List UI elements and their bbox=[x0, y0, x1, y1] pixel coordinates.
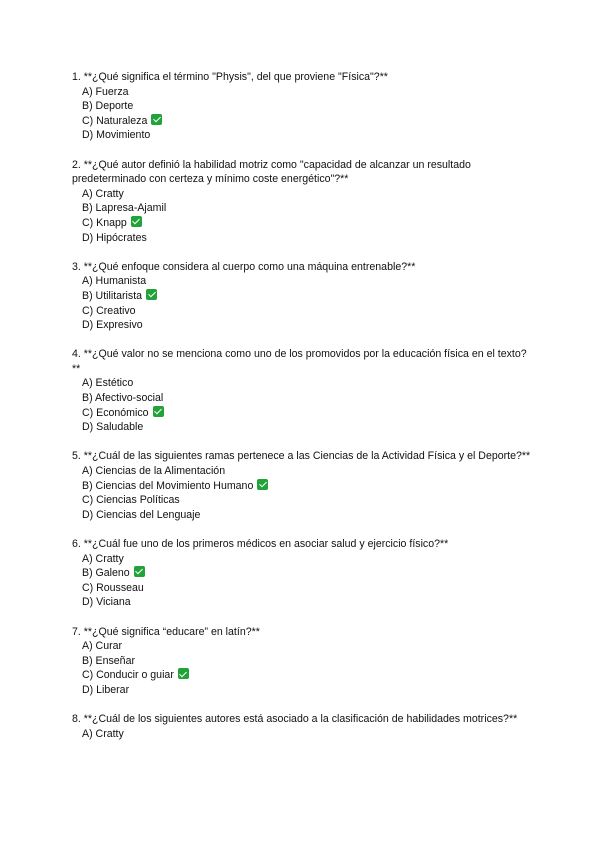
answer-option-text: D) Viciana bbox=[82, 596, 131, 609]
answer-option bbox=[82, 274, 532, 289]
question-stem: 7. **¿Qué significa “educare” en latín?** bbox=[72, 625, 260, 638]
answer-option-text: C) Conducir o guiar bbox=[82, 669, 174, 682]
question-stem: 1. **¿Qué significa el término "Physis", del que proviene "Física"?** bbox=[72, 71, 388, 83]
answer-option-text: C) Rousseau bbox=[82, 581, 144, 594]
answer-option bbox=[82, 391, 532, 406]
answer-option bbox=[82, 187, 532, 202]
question-block bbox=[72, 625, 532, 698]
answer-option bbox=[82, 406, 532, 421]
question-block bbox=[72, 347, 532, 435]
answer-option bbox=[82, 128, 532, 143]
question-stem: 3. **¿Qué enfoque considera al cuerpo como una máquina entrenable?** bbox=[72, 260, 416, 273]
question-block bbox=[72, 158, 532, 246]
answer-option-text: C) Naturaleza bbox=[82, 114, 148, 127]
check-mark-icon bbox=[134, 566, 145, 577]
answer-option-text: D) Hipócrates bbox=[82, 231, 147, 244]
answer-option bbox=[82, 508, 532, 523]
answer-option bbox=[82, 566, 532, 581]
answer-option-text: C) Creativo bbox=[82, 304, 136, 317]
question-stem: 8. **¿Cuál de los siguientes autores está asociado a la clasificación de habilidades motrices?** bbox=[72, 713, 518, 726]
answer-option-text: D) Saludable bbox=[82, 421, 144, 434]
answer-option bbox=[82, 318, 532, 333]
answer-option-text: A) Cratty bbox=[82, 187, 124, 200]
check-mark-icon bbox=[131, 216, 142, 227]
answer-option bbox=[82, 654, 532, 669]
answer-option bbox=[82, 552, 532, 567]
document-body bbox=[72, 70, 532, 756]
answer-option bbox=[82, 420, 532, 435]
answer-option bbox=[82, 683, 532, 698]
answer-option-text: D) Ciencias del Lenguaje bbox=[82, 508, 201, 521]
answer-option bbox=[82, 727, 532, 742]
answer-option bbox=[82, 304, 532, 319]
question-stem: 6. **¿Cuál fue uno de los primeros médicos en asociar salud y ejercicio físico?** bbox=[72, 538, 449, 550]
answer-option-text: A) Estético bbox=[82, 377, 134, 390]
answer-option-text: C) Económico bbox=[82, 406, 149, 419]
answer-option bbox=[82, 216, 532, 231]
answer-option bbox=[82, 114, 532, 129]
answer-option bbox=[82, 289, 532, 304]
answer-option-text: A) Cratty bbox=[82, 727, 124, 740]
answer-option-text: B) Deporte bbox=[82, 100, 134, 113]
question-block bbox=[72, 449, 532, 522]
check-mark-icon bbox=[153, 406, 164, 417]
answer-option-text: B) Ciencias del Movimiento Humano bbox=[82, 479, 254, 492]
question-block bbox=[72, 712, 532, 741]
answer-option-text: B) Enseñar bbox=[82, 654, 135, 667]
answer-option-text: B) Galeno bbox=[82, 567, 130, 580]
answer-option-text: A) Curar bbox=[82, 640, 123, 653]
answer-option bbox=[82, 479, 532, 494]
answer-option bbox=[82, 581, 532, 596]
answer-option-text: A) Humanista bbox=[82, 275, 147, 288]
answer-option-text: D) Liberar bbox=[82, 683, 130, 696]
check-mark-icon bbox=[178, 668, 189, 679]
answer-option bbox=[82, 201, 532, 216]
question-block bbox=[72, 537, 532, 610]
question-block bbox=[72, 70, 532, 143]
answer-option bbox=[82, 595, 532, 610]
check-mark-icon bbox=[146, 289, 157, 300]
question-stem: 2. **¿Qué autor definió la habilidad motriz como "capacidad de alcanzar un resultado predeterminado con certeza y mínimo coste energético"?** bbox=[72, 158, 471, 186]
answer-option-text: C) Knapp bbox=[82, 216, 127, 229]
answer-option-text: B) Lapresa-Ajamil bbox=[82, 202, 167, 215]
answer-option bbox=[82, 464, 532, 479]
answer-option-text: A) Fuerza bbox=[82, 85, 129, 98]
answer-option-text: B) Afectivo-social bbox=[82, 392, 164, 405]
answer-option bbox=[82, 376, 532, 391]
answer-option-text: C) Ciencias Políticas bbox=[82, 494, 180, 507]
answer-option-text: B) Utilitarista bbox=[82, 289, 143, 302]
answer-option-text: D) Movimiento bbox=[82, 129, 151, 142]
answer-option-text: A) Ciencias de la Alimentación bbox=[82, 465, 226, 478]
answer-option bbox=[82, 99, 532, 114]
answer-option bbox=[82, 668, 532, 683]
answer-option bbox=[82, 85, 532, 100]
question-stem: 5. **¿Cuál de las siguientes ramas pertenece a las Ciencias de la Actividad Física y el Deporte?** bbox=[72, 450, 531, 463]
answer-option bbox=[82, 231, 532, 246]
answer-option-text: A) Cratty bbox=[82, 552, 124, 565]
check-mark-icon bbox=[151, 114, 162, 125]
check-mark-icon bbox=[257, 479, 268, 490]
answer-option bbox=[82, 493, 532, 508]
question-block bbox=[72, 260, 532, 333]
answer-option bbox=[82, 639, 532, 654]
question-stem: 4. **¿Qué valor no se menciona como uno de los promovidos por la educación física en el texto?** bbox=[72, 348, 527, 375]
answer-option-text: D) Expresivo bbox=[82, 319, 143, 332]
